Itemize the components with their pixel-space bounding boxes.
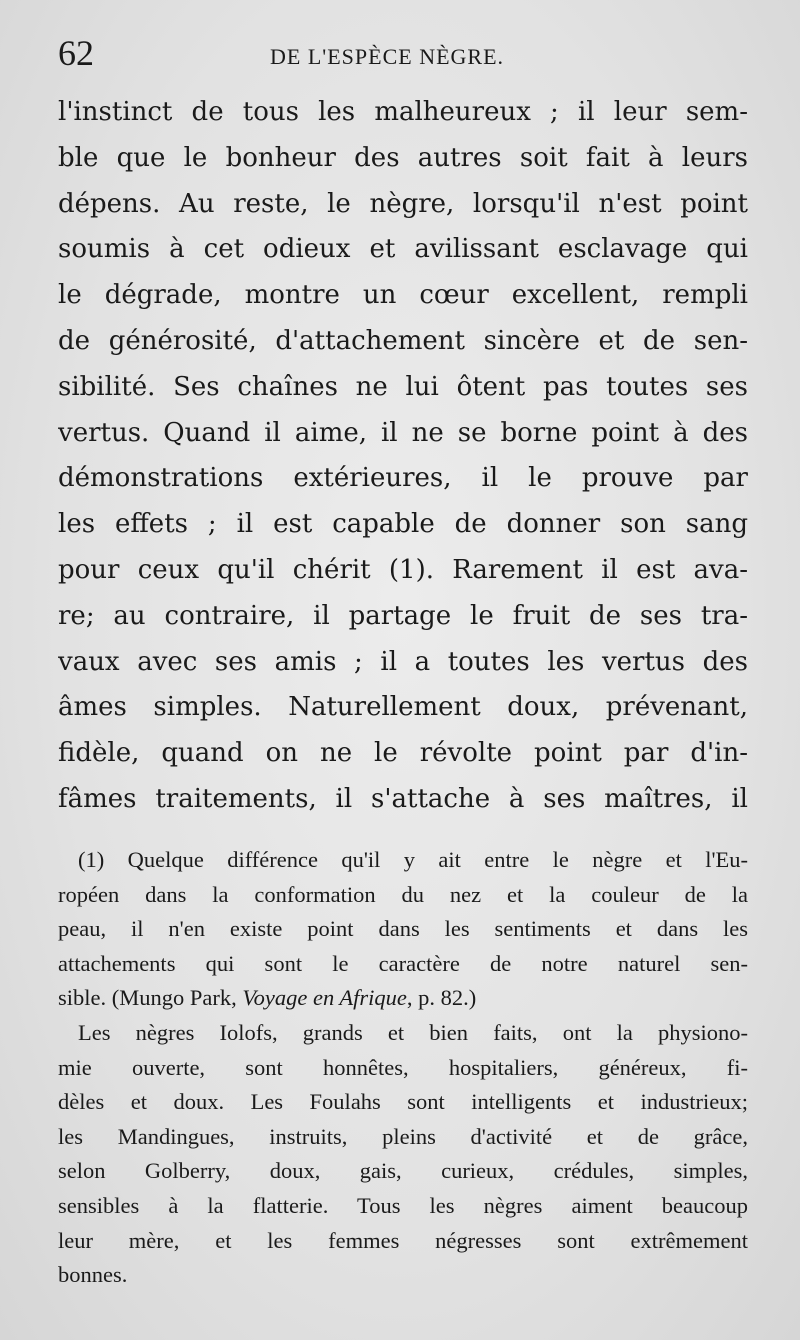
footnotes-block [58, 843, 748, 1293]
footnote-line: leur mère, et les femmes négresses sont extrêmement [58, 1227, 748, 1253]
citation-suffix: , p. 82.) [406, 985, 477, 1011]
text-line: dépens. Au reste, le nègre, lorsqu'il n'est point [58, 188, 748, 219]
footnote-2 [58, 1016, 748, 1293]
footnote-line: ropéen dans la conformation du nez et la couleur de la [58, 881, 748, 907]
footnote-line: mie ouverte, sont honnêtes, hospitaliers, généreux, fi- [58, 1054, 748, 1080]
main-text-block [58, 90, 748, 823]
running-head: DE L'ESPÈCE NÈGRE. [270, 44, 505, 69]
text-line: vaux avec ses amis ; il a toutes les vertus des [58, 646, 748, 677]
text-line: les effets ; il est capable de donner son sang [58, 509, 748, 540]
footnote-line: sensibles à la flatterie. Tous les nègres aiment beaucoup [58, 1192, 748, 1218]
footnote-1 [58, 843, 748, 1016]
footnote-line: bonnes. [58, 1262, 128, 1288]
text-line: fâmes traitements, il s'attache à ses maîtres, il [58, 783, 748, 814]
citation-prefix: sible. (Mungo Park, [58, 985, 243, 1011]
footnote-line: selon Golberry, doux, gais, curieux, crédules, simples, [58, 1158, 748, 1184]
footnote-line-citation [58, 981, 748, 1016]
footnote-line: Les nègres Iolofs, grands et bien faits, ont la physiono- [78, 1019, 748, 1045]
text-line: sibilité. Ses chaînes ne lui ôtent pas toutes ses [58, 371, 748, 402]
text-line: vertus. Quand il aime, il ne se borne point à des [58, 417, 748, 448]
text-line: fidèle, quand on ne le révolte point par d'in- [58, 738, 748, 769]
text-line: re; au contraire, il partage le fruit de ses tra- [58, 600, 748, 631]
footnote-line: peau, il n'en existe point dans les sentiments et dans les [58, 916, 748, 942]
text-line: le dégrade, montre un cœur excellent, rempli [58, 280, 748, 311]
citation-title: Voyage en Afrique [242, 985, 407, 1011]
footnote-line: (1) Quelque différence qu'il y ait entre le nègre et l'Eu- [78, 847, 748, 872]
page-header [58, 28, 748, 84]
text-line: ble que le bonheur des autres soit fait à leurs [58, 142, 748, 173]
text-line: pour ceux qu'il chérit (1). Rarement il est ava- [58, 554, 748, 585]
footnote-line: les Mandingues, instruits, pleins d'activité et de grâce, [58, 1123, 748, 1149]
page-number: 62 [58, 33, 94, 73]
text-line: l'instinct de tous les malheureux ; il leur sem- [58, 97, 748, 127]
text-line: âmes simples. Naturellement doux, prévenant, [58, 692, 748, 723]
text-line: soumis à cet odieux et avilissant esclavage qui [58, 234, 748, 265]
footnote-line: dèles et doux. Les Foulahs sont intelligents et industrieux; [58, 1089, 748, 1115]
text-line: démonstrations extérieures, il le prouve par [58, 463, 748, 494]
text-line: de générosité, d'attachement sincère et de sen- [58, 325, 748, 356]
footnote-line: attachements qui sont le caractère de notre naturel sen- [58, 950, 748, 976]
